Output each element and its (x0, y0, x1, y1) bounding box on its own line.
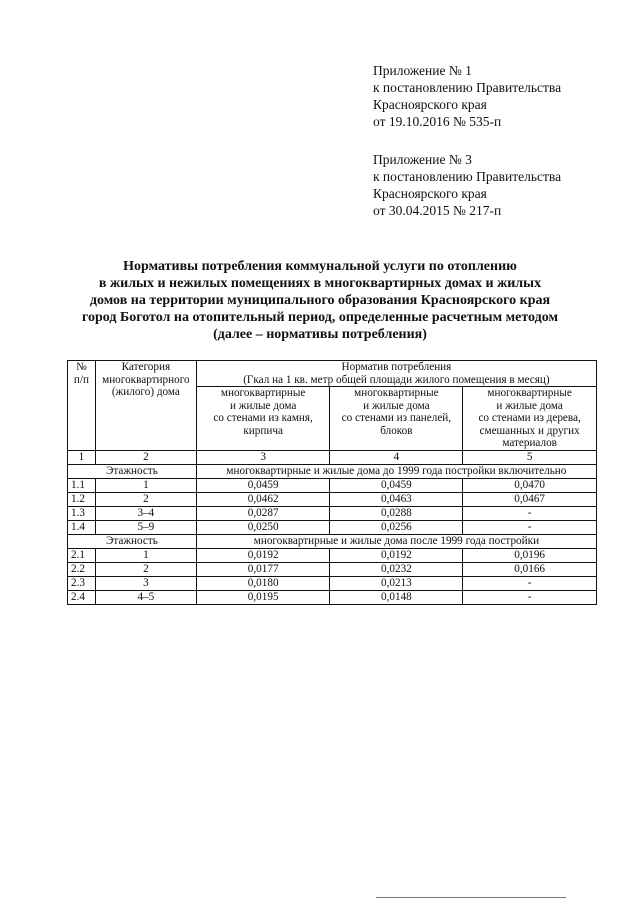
row-value-stone: 0,0250 (196, 520, 330, 534)
header-col5-cell (463, 387, 597, 451)
appendix-1-line: от 19.10.2016 № 535-п (373, 114, 502, 129)
appendix-1-line: Приложение № 1 (373, 63, 472, 78)
row-value-panel: 0,0463 (330, 492, 463, 506)
appendix-3-line: от 30.04.2015 № 217-п (373, 203, 502, 218)
row-value-stone: 0,0192 (196, 548, 330, 562)
header-text: материалов (502, 437, 557, 449)
header-text: кирпича (243, 424, 283, 437)
row-value-stone: 0,0195 (196, 590, 330, 604)
row-floors: 2 (95, 562, 196, 576)
row-floors: 5–9 (95, 520, 196, 534)
table-row (68, 590, 597, 604)
appendix-1-line: к постановлению Правительства (373, 80, 562, 95)
row-value-panel: 0,0148 (330, 590, 463, 604)
row-value-stone: 0,0177 (196, 562, 330, 576)
header-text: и жилые дома (363, 399, 430, 412)
norms-table (67, 360, 597, 605)
row-value-stone: 0,0180 (196, 576, 330, 590)
appendix-3-line: Красноярского края (373, 186, 487, 201)
row-number: 1.3 (68, 506, 96, 520)
header-text: многоквартирные (220, 387, 306, 399)
title-line: (далее – нормативы потребления) (213, 327, 427, 342)
row-value-panel: 0,0459 (330, 478, 463, 492)
table-row (68, 520, 597, 534)
row-value-panel: 0,0288 (330, 506, 463, 520)
header-text: смешанных и других (479, 424, 580, 437)
row-floors: 3 (95, 576, 196, 590)
header-text: со стенами из камня, (213, 412, 313, 424)
table-row (68, 492, 597, 506)
header-text: Категория (121, 361, 171, 373)
row-value-stone: 0,0462 (196, 492, 330, 506)
section-heading-row (68, 534, 597, 548)
row-value-panel: 0,0256 (330, 520, 463, 534)
row-floors: 4–5 (95, 590, 196, 604)
section-floors-label: Этажность (68, 534, 197, 548)
header-text: со стенами из панелей, (341, 412, 452, 424)
row-floors: 2 (95, 492, 196, 506)
row-value-wood: 0,0467 (463, 492, 597, 506)
title-line: в жилых и нежилых помещениях в многоквартирных домах и жилых (98, 276, 542, 291)
title-line: Нормативы потребления коммунальной услуги по отоплению (123, 259, 517, 274)
row-number: 2.4 (68, 590, 96, 604)
table-row (68, 506, 597, 520)
row-number: 2.1 (68, 548, 96, 562)
section-floors-label: Этажность (68, 464, 197, 478)
row-number: 1.4 (68, 520, 96, 534)
header-category-cell (95, 361, 196, 451)
row-value-wood: - (463, 576, 597, 590)
header-text: № (76, 361, 87, 373)
column-number: 2 (95, 450, 196, 464)
section-heading-row (68, 464, 597, 478)
row-value-wood: 0,0196 (463, 548, 597, 562)
row-number: 2.3 (68, 576, 96, 590)
row-floors: 1 (95, 478, 196, 492)
header-col3-cell (196, 387, 330, 451)
title-line: домов на территории муниципального образования Красноярского края (89, 293, 551, 308)
table-row (68, 562, 597, 576)
appendix-3-line: к постановлению Правительства (373, 169, 562, 184)
row-number: 2.2 (68, 562, 96, 576)
header-text: (жилого) дома (111, 386, 180, 398)
appendix-3-block (373, 151, 561, 219)
row-number: 1.1 (68, 478, 96, 492)
row-floors: 3–4 (95, 506, 196, 520)
appendix-1-block (373, 62, 561, 130)
scan-edge-line (376, 897, 566, 898)
row-value-wood: 0,0470 (463, 478, 597, 492)
table-row (68, 478, 597, 492)
header-text: и жилые дома (229, 399, 297, 412)
appendix-1-line: Красноярского края (373, 97, 487, 112)
header-text: и жилые дома (496, 399, 563, 412)
row-value-wood: - (463, 506, 597, 520)
header-text: многоквартирные (354, 387, 439, 399)
header-text: п/п (73, 373, 89, 386)
column-number: 4 (330, 450, 463, 464)
row-value-panel: 0,0213 (330, 576, 463, 590)
header-col4-cell (330, 387, 463, 451)
header-text: со стенами из дерева, (478, 412, 581, 424)
title-line: город Боготол на отопительный период, определенные расчетным методом (82, 310, 558, 325)
column-numbers-row (68, 450, 597, 464)
row-value-wood: - (463, 590, 597, 604)
section-heading: многоквартирные и жилые дома до 1999 года постройки включительно (196, 464, 596, 478)
header-text: Норматив потребления (341, 361, 452, 373)
row-value-stone: 0,0459 (196, 478, 330, 492)
header-row (68, 361, 597, 387)
document-title (40, 258, 600, 343)
header-text: многоквартирные (487, 387, 572, 399)
column-number: 3 (196, 450, 330, 464)
table-row (68, 576, 597, 590)
row-value-panel: 0,0192 (330, 548, 463, 562)
section-heading: многоквартирные и жилые дома после 1999 года постройки (196, 534, 596, 548)
row-value-wood: 0,0166 (463, 562, 597, 576)
column-number: 1 (68, 450, 96, 464)
header-norm-cell (196, 361, 596, 387)
row-floors: 1 (95, 548, 196, 562)
row-number: 1.2 (68, 492, 96, 506)
row-value-stone: 0,0287 (196, 506, 330, 520)
header-num-cell (68, 361, 96, 451)
column-number: 5 (463, 450, 597, 464)
header-text: блоков (380, 424, 413, 437)
appendix-3-line: Приложение № 3 (373, 152, 472, 167)
table-row (68, 548, 597, 562)
row-value-wood: - (463, 520, 597, 534)
header-text: многоквартирного (102, 373, 190, 386)
row-value-panel: 0,0232 (330, 562, 463, 576)
header-text: (Гкал на 1 кв. метр общей площади жилого помещения в месяц) (243, 373, 550, 386)
